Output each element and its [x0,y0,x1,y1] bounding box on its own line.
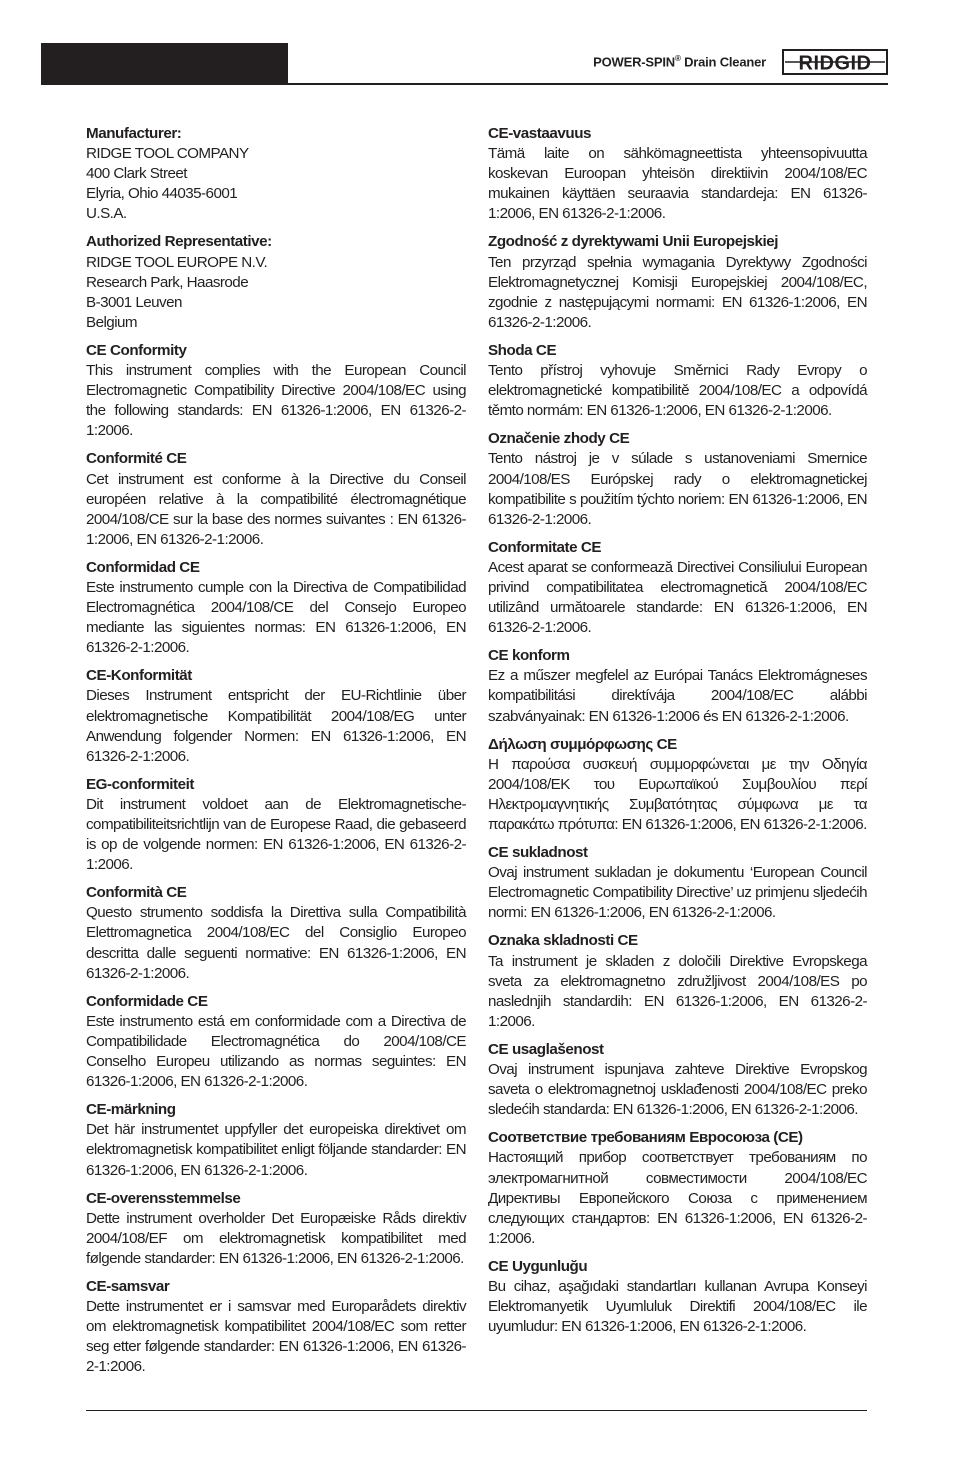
section-text: Acest aparat se conformează Directivei Consiliului European privind compatibilitatea electromagnetică 2004/108/EC utilizând următoarele standarde: EN 61326-1:2006, EN 61326-2-1:2006. [488,558,867,637]
section-heading: Conformidade CE [86,992,208,1010]
section-heading: CE Conformity [86,341,187,359]
section-heading: Oznaka skladnosti CE [488,932,638,950]
section-heading: CE-märkning [86,1101,176,1119]
section-heading: CE konform [488,647,570,665]
conformity-section [488,124,867,224]
section-heading: Conformità CE [86,884,187,902]
address-line: 400 Clark Street [86,165,187,183]
conformity-section [86,1277,466,1377]
section-text: Cet instrument est conforme à la Directive du Conseil européen relative à la compatibilité électromagnétique 2004/108/CE sur la base des normes suivantes : EN 61326-1:2006, EN 61326-2-1:2006. [86,470,466,548]
section-text: Η παρούσα συσκευή συμμορφώνεται με την Οδηγία 2004/108/ΕΚ του Ευρωπαϊκού Συμβουλίου περί Ηλεκτρομαγνητικής Συμβατότητας σύμφωνα με τα παρακάτω πρότυπα: EN 61326-1:2006, EN 61326-2-1:2006. [488,755,867,833]
section-text: This instrument complies with the European Council Electromagnetic Compatibility Directive 2004/108/EC using the following standards: EN 61326-1:2006, EN 61326-2-1:2006. [86,362,466,440]
address-line: U.S.A. [86,205,127,223]
section-heading: CE-overensstemmelse [86,1189,241,1207]
section-heading: Δήλωση συμμόρφωσης CE [488,735,677,753]
conformity-section [86,883,466,983]
conformity-section [488,341,867,421]
header-rule [288,83,888,85]
section-text: Questo strumento soddisfa la Direttiva sulla Compatibilità Elettromagnetica 2004/108/EC del Consiglio Europeo descritta dalle seguenti normative: EN 61326-1:2006, EN 61326-2-1:2006. [86,904,466,982]
conformity-section [488,232,867,332]
address-line: B-3001 Leuven [86,293,182,311]
section-text: Ovaj instrument sukladan je dokumentu ‘European Council Electromagnetic Compatibility Directive’ uz primjenu sljedećih normi: EN 61326-1:2006, EN 61326-2-1:2006. [488,864,867,922]
conformity-section [86,341,466,441]
conformity-section [86,992,466,1092]
section-text: Este instrumento cumple con la Directiva de Compatibilidad Electromagnética 2004/108/CE del Consejo Europeo mediante las siguientes normas: EN 61326-1:2006, EN 61326-2-1:2006. [86,578,466,657]
section-text: Настоящий прибор соответствует требованиям по электромагнитной совместимости 2004/108/EC Директивы Европейского Союза с применением следующих стандартов: EN 61326-1:2006, EN 61326-2-1:2006. [488,1149,867,1247]
conformity-section [488,646,867,726]
section-text: Este instrumento está em conformidade com a Directiva de Compatibilidade Electromagnética do 2004/108/CE Conselho Europeu utilizando as normas seguintes: EN 61326-1:2006, EN 61326-2-1:2006. [86,1012,466,1091]
section-text: Ez a műszer megfelel az Európai Tanács Elektromágneses kompatibilitási direktívája 2004/108/EC alábbi szabványainak: EN 61326-1:2006 és EN 61326-2-1:2006. [488,667,867,725]
conformity-section [86,666,466,766]
section-text: Tento nástroj je v súlade s ustanoveniami Smernice 2004/108/ES Európskej rady o elektromagnetickej kompatibilite s použitím týchto noriem: EN 61326-1:2006, EN 61326-2-1:2006. [488,450,867,528]
section-text: Ta instrument je skladen z določili Direktive Evropskega sveta za elektromagnetno združljivost 2004/108/ES po naslednjih standardih: EN 61326-1:2006, EN 61326-2-1:2006. [488,952,867,1030]
conformity-section [86,558,466,658]
right-sections [488,124,867,1337]
section-text: Dit instrument voldoet aan de Elektromagnetische-compatibiliteitsrichtlijn van de Europese Raad, die gebaseerd is op de volgende normen: EN 61326-1:2006, EN 61326-2-1:2006. [86,795,466,874]
section-heading: Shoda CE [488,341,557,359]
conformity-section [86,775,466,875]
conformity-section [488,429,867,529]
section-text: Bu cihaz, aşağıdaki standartları kullanan Avrupa Konseyi Elektromanyetik Uyumluluk Direktifi 2004/108/EC ile uyumludur: EN 61326-1:2006, EN 61326-2-1:2006. [488,1277,867,1336]
section-text: Tämä laite on sähkömagneettista yhteensopivuutta koskevan Euroopan yhteisön direktiivin 2004/108/EC mukainen käyttäen seuraavia standardeja: EN 61326-1:2006, EN 61326-2-1:2006. [488,145,867,223]
address-line: Belgium [86,313,138,331]
section-text: Dette instrument overholder Det Europæiske Råds direktiv 2004/108/EF om elektromagnetisk kompatibilitet med følgende standarder: EN 61326-1:2006, EN 61326-2-1:2006. [86,1209,466,1267]
section-heading: Conformitate CE [488,538,602,556]
section-heading: CE-Konformität [86,667,192,685]
section-heading: EG-conformiteit [86,775,195,793]
conformity-section [488,1128,867,1249]
conformity-section [488,931,867,1031]
section-text: Dette instrumentet er i samsvar med Europarådets direktiv om elektromagnetisk kompatibilitet 2004/108/EC som retter seg etter følgende standarder: EN 61326-1:2006, EN 61326-2-1:2006. [86,1298,466,1376]
representative-heading: Authorized Representative: [86,233,272,251]
section-heading: CE-vastaavuus [488,125,592,142]
section-heading: Označenie zhody CE [488,430,630,448]
address-line: RIDGE TOOL EUROPE N.V. [86,253,268,271]
manufacturer-heading: Manufacturer: [86,125,182,142]
conformity-section [488,538,867,638]
registered-mark: ® [674,54,681,63]
section-heading: Conformité CE [86,450,187,468]
product-name: POWER-SPIN [593,54,675,70]
conformity-section [86,449,466,549]
section-text: Dieses Instrument entspricht der EU-Richtlinie über elektromagnetische Kompatibilität 2004/108/EG unter Anwendung folgender Normen: EN 61326-1:2006, EN 61326-2-1:2006. [86,687,466,765]
address-line: Elyria, Ohio 44035-6001 [86,185,238,203]
section-heading: CE Uygunluğu [488,1257,588,1275]
section-heading: Zgodność z dyrektywami Unii Europejskiej [488,233,779,251]
product-title [593,54,766,69]
conformity-section [488,735,867,835]
left-column [86,124,466,1385]
left-sections [86,341,466,1378]
manufacturer-block [86,124,466,224]
section-text: Tento přístroj vyhovuje Směrnici Rady Evropy o elektromagnetické kompatibilitě 2004/108/EC a odpovídá těmto normám: EN 61326-1:2006, EN 61326-2-1:2006. [488,362,867,420]
product-suffix: Drain Cleaner [684,54,766,70]
address-line: Research Park, Haasrode [86,273,249,291]
conformity-section [86,1189,466,1269]
section-heading: Conformidad CE [86,558,200,576]
section-heading: CE usaglašenost [488,1040,604,1058]
section-text: Ten przyrząd spełnia wymagania Dyrektywy Zgodności Elektromagnetycznej Komisji Europejskiej 2004/108/EC, zgodnie z następującymi normami: EN 61326-1:2006, EN 61326-2-1:2006. [488,253,867,331]
conformity-section [488,843,867,923]
conformity-section [86,1100,466,1180]
section-text: Ovaj instrument ispunjava zahteve Direktive Evropskog saveta o elektromagnetnoj usklađenosti 2004/108/EC preko sledećih standarda: EN 61326-1:2006, EN 61326-2-1:2006. [488,1061,867,1119]
conformity-section [488,1040,867,1120]
section-heading: Соответствие требованиям Евросоюза (CE) [488,1129,803,1147]
address-line: RIDGE TOOL COMPANY [86,145,249,163]
section-heading: CE sukladnost [488,844,588,862]
conformity-section [488,1257,867,1337]
footer-rule [86,1410,867,1411]
representative-block [86,232,466,332]
right-column [488,124,867,1345]
ridgid-logo [782,49,888,75]
section-text: Det här instrumentet uppfyller det europeiska direktivet om elektromagnetisk kompatibilitet enligt följande standarder: EN 61326-1:2006, EN 61326-2-1:2006. [86,1121,466,1179]
section-heading: CE-samsvar [86,1277,170,1295]
logo-text: RIDGID [798,52,872,75]
header-bar [41,43,288,85]
